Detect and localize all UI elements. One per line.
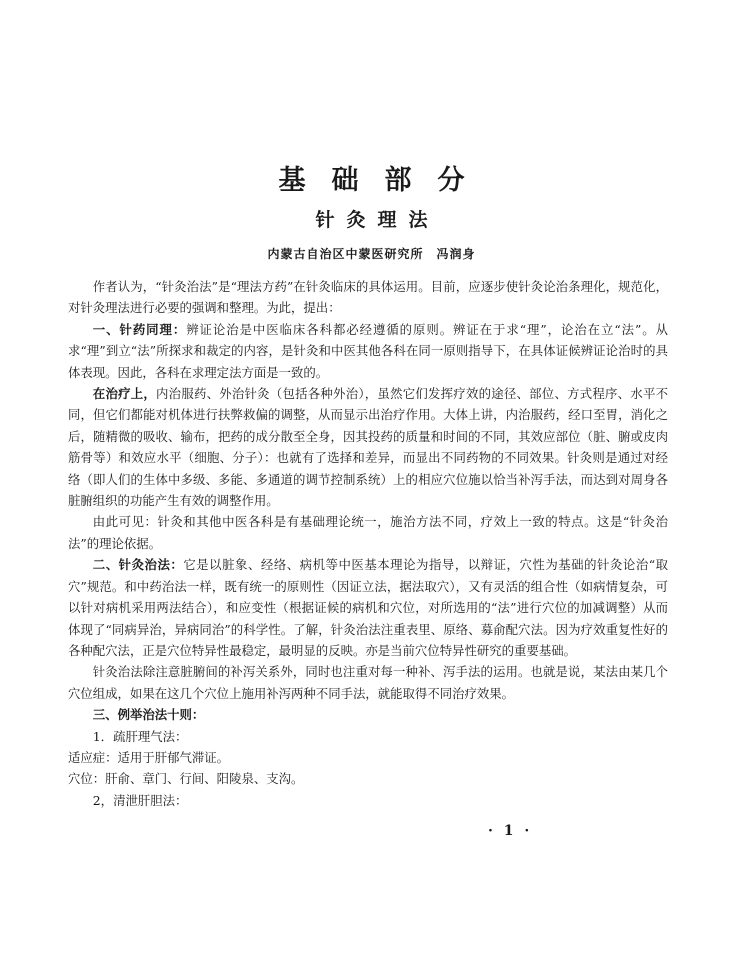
author-line: 内蒙古自治区中蒙医研究所 冯润身 — [267, 247, 476, 261]
paragraph-conclusion: 由此可见：针灸和其他中医各科是有基础理论统一，施治方法不同，疗效上一致的特点。这是“针灸治法”的理论依据。 — [68, 514, 668, 551]
method-1-points: 穴位：肝俞、章门、行间、阳陵泉、支沟。 — [68, 771, 304, 787]
paragraph-treatment — [68, 383, 668, 511]
heading-1: 一、针药同理： — [92, 321, 187, 337]
method-1-indication: 适应症：适用于肝郁气滞证。 — [68, 749, 230, 765]
paragraph-treatment-text: 内治服药、外治针灸（包括各种外治），虽然它们发挥疗效的途径、部位、方式程序、水平不同，但它们都能对机体进行扶弊救偏的调整，从而显示出治疗作用。大体上讲，内治服药，经口至胃，消化之后，随精微的吸收、输布，把药的成分散至全身，因其投药的质量和时间的不同，其效应部位（脏、腑或皮肉筋骨等）和效应水平（细胞、分子）：也就有了选择和差异，而显出不同药物的不同效果。针灸则是通过对经络（即人们的生体中多级、多能、多通道的调节控制系统）上的相应穴位施以恰当补泻手法，而达到对周身各脏腑组织的功能产生有效的调整作用。 — [68, 386, 668, 509]
heading-2: 二、针灸治法： — [92, 557, 184, 573]
method-2-title: 2，清泄肝胆法： — [92, 792, 188, 808]
paragraph-1-text: 辨证论治是中医临床各科都必经遵循的原则。辨证在于求“理”，论治在立“法”。从求“理”到立“法”所探求和裁定的内容，是针灸和中医其他各科在同一原则指导下，在具体证候辨证论治时的具体表现。因此，各科在求理定法方面是一致的。 — [68, 321, 669, 380]
page-number: · 1 · — [488, 823, 533, 839]
paragraph-2-text: 它是以脏象、经络、病机等中医基本理论为指导，以辩证，穴性为基础的针灸论治“取穴”规范。和中药治法一样，既有统一的原则性（因证立法，据法取穴），又有灵活的组合性（如病情复杂，可以针对病机采用两法结合），和应变性（根据证候的病机和穴位，对所选用的“法”进行穴位的加减调整）从而体现了“同病异治，异病同治”的科学性。了解，针灸治法注重表里、原络、募俞配穴法。因为疗效重复性好的各种配穴法，正是穴位特异性最稳定，最明显的反映。亦是当前穴位特异性研究的重要基础。 — [68, 557, 669, 658]
method-1-title: 1．疏肝理气法： — [92, 728, 188, 744]
paragraph-intro: 作者认为，“针灸治法”是“理法方药”在针灸临床的具体运用。目前，应逐步使针灸论治条理化，规范化，对针灸理法进行必要的强调和整理。为此，提出： — [68, 279, 668, 316]
article-body — [68, 276, 668, 811]
treatment-lead: 在治疗上， — [92, 386, 157, 402]
paragraph-2 — [68, 554, 668, 661]
article-title: 针灸理法 — [315, 209, 440, 231]
section-title: 基础部分 — [278, 165, 491, 196]
paragraph-1 — [68, 319, 668, 383]
heading-3: 三、例举治法十则： — [92, 707, 205, 723]
paragraph-techniques: 针灸治法除注意脏腑间的补泻关系外，同时也注重对每一种补、泻手法的运用。也就是说，某法由某几个穴位组成，如果在这几个穴位上施用补泻两种不同手法，就能取得不同治疗效果。 — [68, 664, 668, 701]
